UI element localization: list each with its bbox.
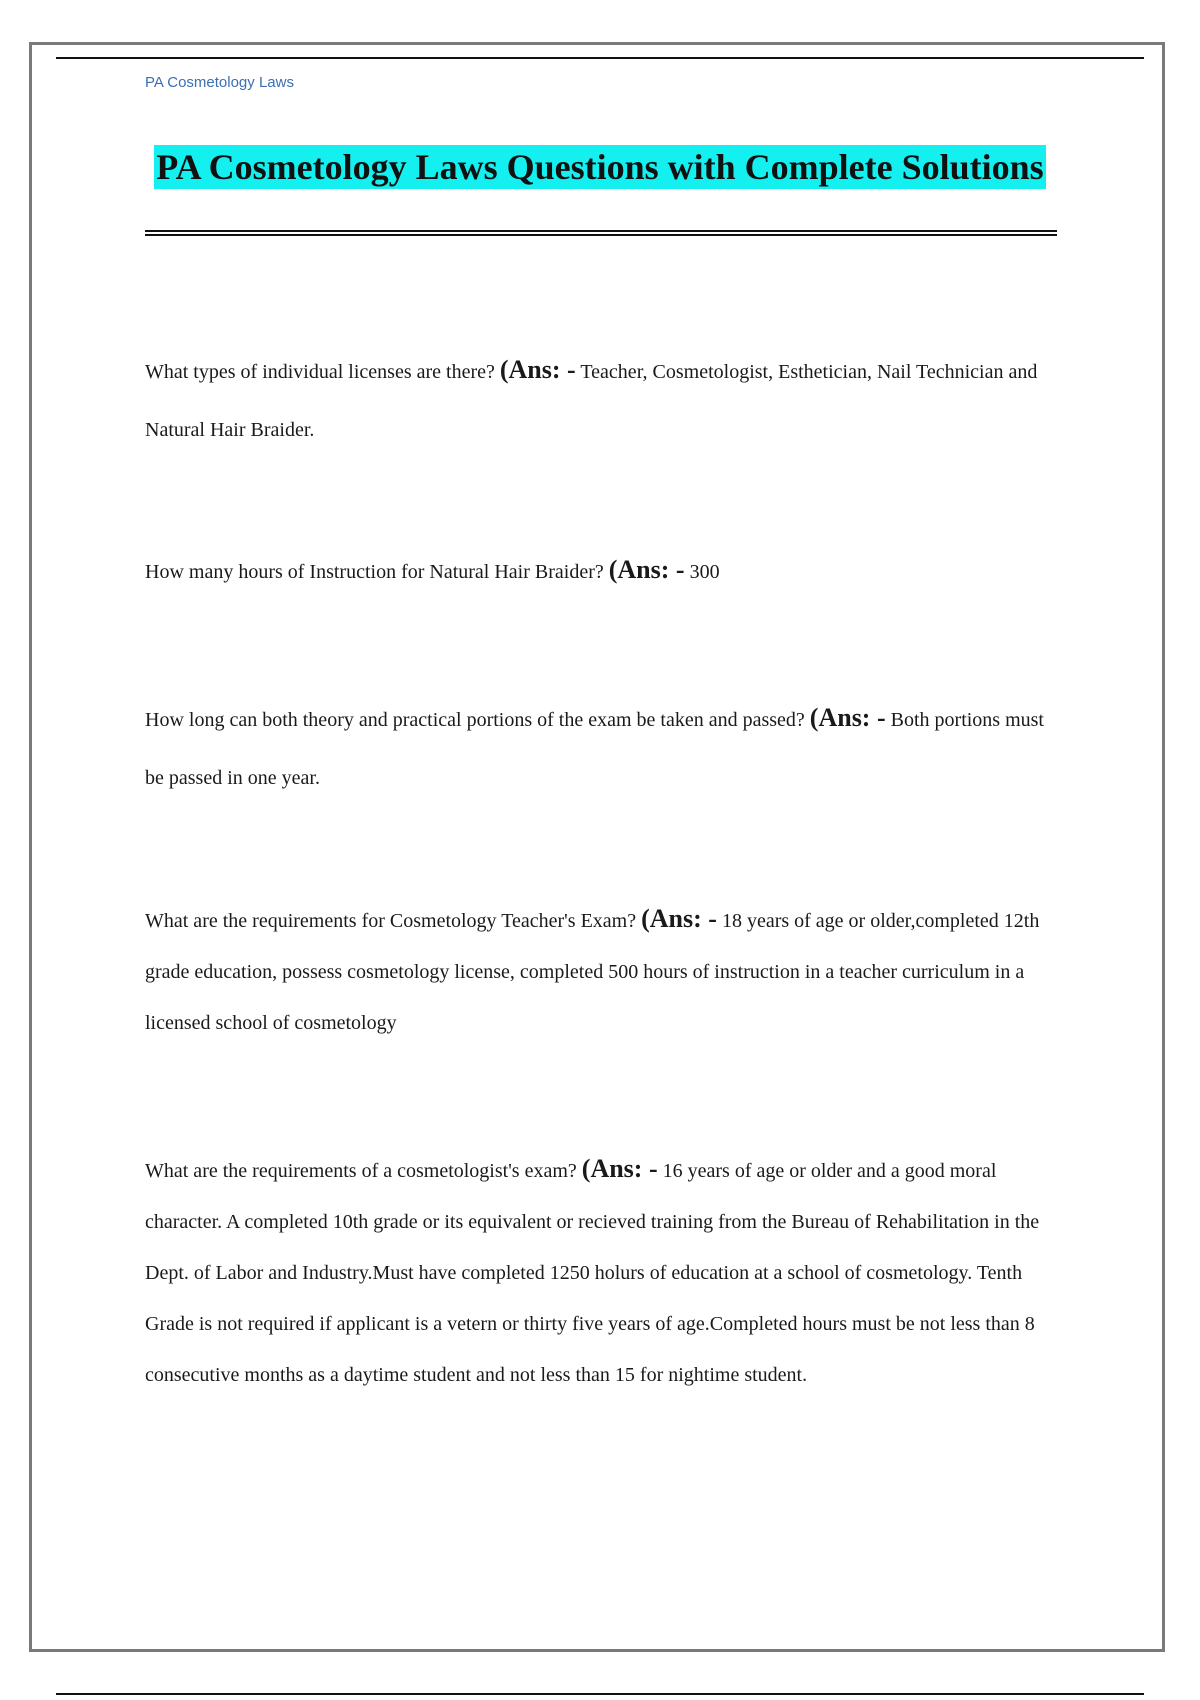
title-double-rule [145, 230, 1057, 236]
qa-item [145, 541, 1045, 601]
answer-label: (Ans: - [581, 1154, 658, 1183]
answer-label: (Ans: - [499, 355, 576, 384]
qa-item [145, 341, 1045, 459]
answer-label: (Ans: - [608, 555, 685, 584]
answer-label: (Ans: - [809, 703, 886, 732]
qa-item [145, 893, 1045, 1049]
question-text: What types of individual licenses are there? [145, 361, 495, 383]
question-text: What are the requirements of a cosmetologist's exam? [145, 1160, 577, 1182]
question-text: What are the requirements for Cosmetology Teacher's Exam? [145, 910, 637, 932]
document-title: PA Cosmetology Laws Questions with Complete Solutions [156, 147, 1044, 187]
answer-text: 300 [689, 561, 720, 583]
running-header: PA Cosmetology Laws [145, 74, 294, 91]
answer-label: (Ans: - [641, 904, 717, 933]
answer-text: Teacher, Cosmetologist, Esthetician, Nail Technician and Natural Hair Braider. [145, 361, 1038, 441]
answer-text: Both portions must be passed in one year. [145, 709, 1044, 789]
qa-item [145, 689, 1045, 807]
question-text: How many hours of Instruction for Natural Hair Braider? [145, 561, 604, 583]
answer-text: 16 years of age or older and a good moral character. A completed 10th grade or its equivalent or recieved training from the Bureau of Rehabilitation in the Dept. of Labor and Industry.Must have completed 1250 holurs of education at a school of cosmetology. Tenth Grade is not required if applicant is a vetern or thirty five years of age.Completed hours must be not less than 8 consecutive months as a daytime student and not less than 15 for nightime student. [145, 1160, 1040, 1386]
top-rule [56, 57, 1144, 59]
question-text: How long can both theory and practical portions of the exam be taken and passed? [145, 709, 805, 731]
bottom-rule [56, 1693, 1144, 1695]
answer-text: 18 years of age or older,completed 12th grade education, possess cosmetology license, completed 500 hours of instruction in a teacher curriculum in a licensed school of cosmetology [145, 910, 1040, 1034]
page-frame [29, 42, 1165, 1652]
qa-item [145, 1143, 1045, 1401]
title-wrap [150, 145, 1050, 189]
